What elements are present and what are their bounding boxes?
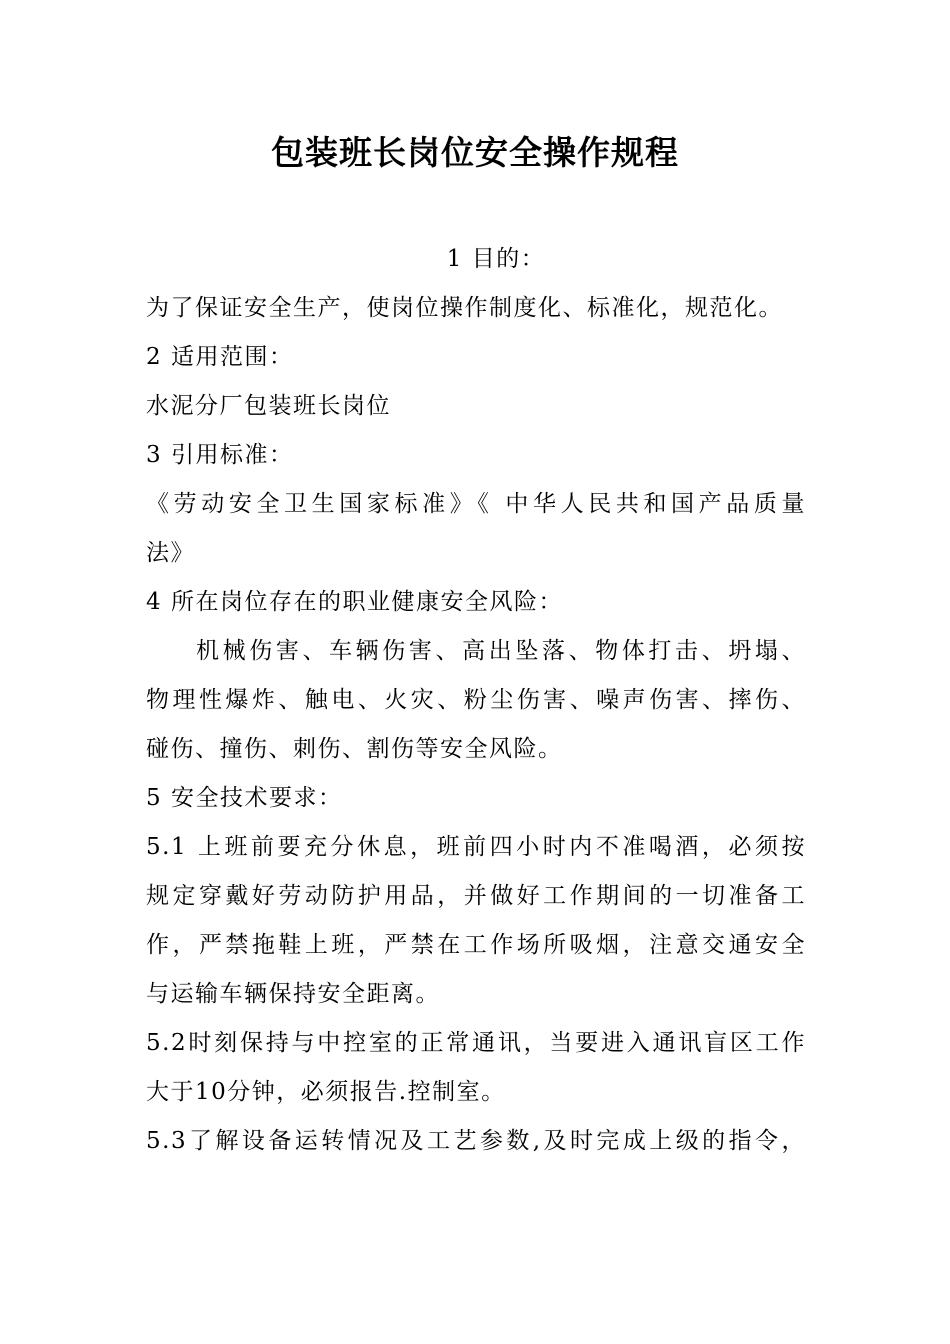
section-heading-scope: 2 适用范围： [146, 344, 294, 370]
paragraph-line: 机械伤害、车辆伤害、高出坠落、物体打击、坍塌、 [196, 638, 806, 664]
paragraph-line: 5.2时刻保持与中控室的正常通讯，当要进入通讯盲区工作 [146, 1030, 806, 1056]
paragraph-line: 与运输车辆保持安全距离。 [146, 981, 440, 1007]
document-title: 包装班长岗位安全操作规程 [271, 133, 679, 172]
section-heading-purpose: 1 目的： [446, 246, 546, 272]
paragraph-line: 为了保证安全生产，使岗位操作制度化、标准化，规范化。 [146, 295, 783, 321]
paragraph-line: 大于10分钟，必须报告.控制室。 [146, 1079, 506, 1105]
paragraph-line: 作，严禁拖鞋上班，严禁在工作场所吸烟，注意交通安全 [146, 932, 806, 958]
section-heading-risks: 4 所在岗位存在的职业健康安全风险： [146, 589, 563, 615]
paragraph-line: 法》 [146, 540, 195, 566]
paragraph-line: 碰伤、撞伤、刺伤、割伤等安全风险。 [146, 736, 563, 762]
paragraph-line: 物理性爆炸、触电、火灾、粉尘伤害、噪声伤害、摔伤、 [146, 687, 806, 713]
paragraph-line: 规定穿戴好劳动防护用品，并做好工作期间的一切准备工 [146, 883, 806, 909]
paragraph-line: 水泥分厂包装班长岗位 [146, 393, 391, 419]
paragraph-line: 5.1 上班前要充分休息，班前四小时内不准喝酒，必须按 [146, 834, 806, 860]
paragraph-line: 5.3了解设备运转情况及工艺参数,及时完成上级的指令， [146, 1128, 806, 1154]
section-heading-safety-requirements: 5 安全技术要求： [146, 785, 343, 811]
paragraph-line: 《劳动安全卫生国家标准》《 中华人民共和国产品质量 [146, 491, 806, 517]
section-heading-references: 3 引用标准： [146, 442, 294, 468]
document-body [146, 235, 806, 1166]
